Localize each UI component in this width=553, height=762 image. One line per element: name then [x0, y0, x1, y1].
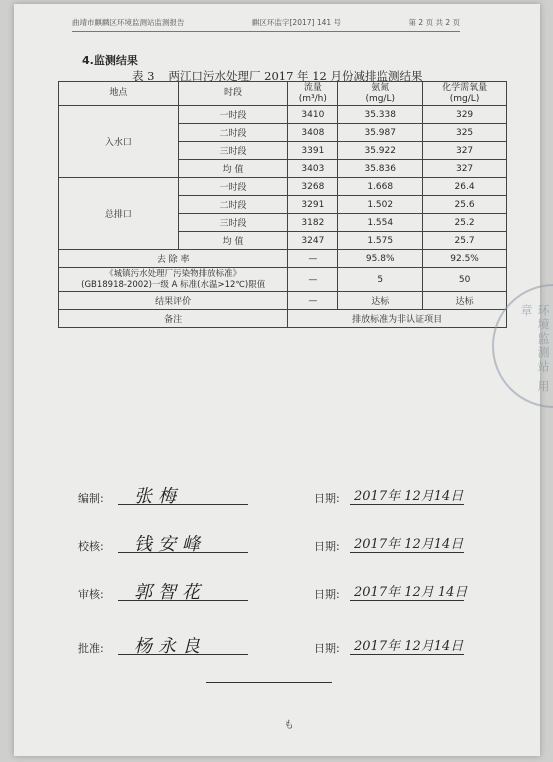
- date-line: [350, 552, 464, 553]
- signature-line: [118, 600, 248, 601]
- signature-label: 审核:: [78, 588, 104, 601]
- date-line: [350, 654, 464, 655]
- signature-line: [118, 654, 248, 655]
- date-line: [350, 600, 464, 601]
- location-cell: 总排口: [59, 178, 179, 250]
- col-ammonia: 氨氮 (mg/L): [338, 82, 423, 106]
- cod-cell: 327: [423, 160, 507, 178]
- flow-cell: 3408: [288, 124, 338, 142]
- ammonia-cell: 35.836: [338, 160, 423, 178]
- removal-label: 去 除 率: [59, 250, 288, 268]
- flow-cell: 3182: [288, 214, 338, 232]
- cod-cell: 25.6: [423, 196, 507, 214]
- signature-label: 校核:: [78, 540, 104, 553]
- location-cell: 入水口: [59, 106, 179, 178]
- period-cell: 均 值: [178, 232, 288, 250]
- ammonia-cell: 1.668: [338, 178, 423, 196]
- flow-cell: 3268: [288, 178, 338, 196]
- col-cod: 化学需氧量 (mg/L): [423, 82, 507, 106]
- date-line: [350, 504, 464, 505]
- standard-label: 《城镇污水处理厂污染物排放标准》 (GB18918-2002)一级 A 标准(水温>12℃)限值: [59, 268, 288, 292]
- header-code: 麒区环监字[2017] 141 号: [252, 18, 342, 27]
- table-row: [59, 106, 507, 124]
- date-label: 日期:: [314, 492, 340, 505]
- date-value: 2017年 12月14日: [354, 489, 464, 504]
- cod-cell: 325: [423, 124, 507, 142]
- signature-row-prepared: [78, 482, 498, 512]
- flow-cell: 3403: [288, 160, 338, 178]
- cod-cell: 25.2: [423, 214, 507, 232]
- period-cell: 均 值: [178, 160, 288, 178]
- period-cell: 二时段: [178, 196, 288, 214]
- standard-cod: 50: [423, 268, 507, 292]
- ammonia-cell: 35.922: [338, 142, 423, 160]
- flow-cell: 3291: [288, 196, 338, 214]
- flow-cell: 3247: [288, 232, 338, 250]
- standard-ammonia: 5: [338, 268, 423, 292]
- evaluation-row: [59, 292, 507, 310]
- period-cell: 一时段: [178, 106, 288, 124]
- evaluation-cod: 达标: [423, 292, 507, 310]
- standard-row: [59, 268, 507, 292]
- date-label: 日期:: [314, 588, 340, 601]
- cod-cell: 26.4: [423, 178, 507, 196]
- cod-cell: 327: [423, 142, 507, 160]
- table-title: 两江口污水处理厂 2017 年 12 月份减排监测结果: [168, 69, 423, 83]
- removal-row: [59, 250, 507, 268]
- period-cell: 三时段: [178, 142, 288, 160]
- table-row: [59, 178, 507, 196]
- note-value: 排放标准为非认证项目: [288, 310, 507, 328]
- signature-line: [118, 552, 248, 553]
- evaluation-ammonia: 达标: [338, 292, 423, 310]
- signature-label: 编制:: [78, 492, 104, 505]
- section-title: 4.监测结果: [82, 54, 138, 67]
- page-header: [72, 17, 460, 32]
- removal-cod: 92.5%: [423, 250, 507, 268]
- standard-flow: —: [288, 268, 338, 292]
- flow-cell: 3410: [288, 106, 338, 124]
- header-page: 第 2 页 共 2 页: [408, 18, 460, 27]
- signature-line: [118, 504, 248, 505]
- signature-row-checked: [78, 530, 498, 560]
- col-location: 地点: [59, 82, 179, 106]
- col-flow: 流量 (m³/h): [288, 82, 338, 106]
- footer-line: [206, 682, 332, 683]
- signature-name: 钱安峰: [134, 534, 206, 555]
- period-cell: 一时段: [178, 178, 288, 196]
- header-org: 曲靖市麒麟区环境监测站监测报告: [72, 18, 185, 27]
- report-page: [14, 4, 550, 756]
- ammonia-cell: 35.338: [338, 106, 423, 124]
- ammonia-cell: 1.502: [338, 196, 423, 214]
- signature-name: 杨永良: [134, 636, 206, 657]
- ammonia-cell: 1.554: [338, 214, 423, 232]
- ammonia-cell: 35.987: [338, 124, 423, 142]
- signature-name: 郭智花: [134, 582, 206, 603]
- date-value: 2017年 12月 14日: [354, 585, 468, 600]
- ammonia-cell: 1.575: [338, 232, 423, 250]
- flow-cell: 3391: [288, 142, 338, 160]
- period-cell: 三时段: [178, 214, 288, 232]
- monitoring-results-table: [58, 81, 507, 328]
- date-value: 2017年 12月14日: [354, 639, 464, 654]
- cod-cell: 329: [423, 106, 507, 124]
- handwritten-mark: も: [284, 720, 294, 731]
- note-row: [59, 310, 507, 328]
- evaluation-label: 结果评价: [59, 292, 288, 310]
- date-value: 2017年 12月14日: [354, 537, 464, 552]
- note-label: 备注: [59, 310, 288, 328]
- table-header-row: [59, 82, 507, 106]
- signature-row-reviewed: [78, 578, 498, 608]
- period-cell: 二时段: [178, 124, 288, 142]
- signature-row-approved: [78, 632, 498, 662]
- date-label: 日期:: [314, 540, 340, 553]
- seal-text: 环境监测站 用章: [519, 304, 550, 394]
- date-label: 日期:: [314, 642, 340, 655]
- removal-flow: —: [288, 250, 338, 268]
- cod-cell: 25.7: [423, 232, 507, 250]
- col-period: 时段: [178, 82, 288, 106]
- signature-name: 张梅: [134, 486, 182, 507]
- signature-label: 批准:: [78, 642, 104, 655]
- removal-ammonia: 95.8%: [338, 250, 423, 268]
- evaluation-flow: —: [288, 292, 338, 310]
- table-number: 表 3: [132, 69, 155, 83]
